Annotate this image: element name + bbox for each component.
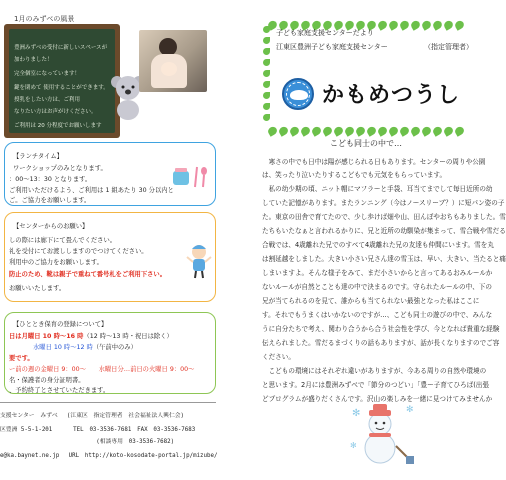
- article-line: ないルールが自然とことも達の中で決まるのです。守られたルールの中、下の: [262, 283, 492, 291]
- organization-name: 江東区豊洲子ども家庭支援センター: [276, 43, 388, 51]
- box-heading: 【センターからのお願い】: [13, 223, 89, 230]
- manager-label: （指定管理者）: [424, 43, 473, 51]
- box-line: ワークショップのみとなります。: [13, 165, 107, 172]
- box-line: 利用中のご協力をお願いします。: [9, 259, 103, 266]
- box-line: 礼を受付にてお渡ししますのでつけてください。: [9, 248, 148, 255]
- footer-line: 区豊洲 5-5-1-201 TEL 03-3536-7681 FAX 03-3536-7683: [0, 427, 196, 433]
- article-line: しまいますよ。そんな様子をみて、まだ小さいからと言ってあるおみルールか: [262, 269, 493, 277]
- article-line: どプログラムが盛りだくさんです。沢山の楽しみを一緒に見つけてみませんか: [262, 395, 493, 403]
- reservation-required: 要です。: [9, 355, 34, 362]
- required-documents: 名・保護者の身分証明書。: [9, 377, 85, 384]
- box-line: しの際には廊下にて畳んでください。: [9, 237, 117, 244]
- board-line: 鍵を閉めて 使用することができます。: [14, 85, 109, 91]
- article-line: していた記憶があります。またランニング（今はノースリーブ？）に短パン姿の子: [262, 199, 505, 207]
- box-line: ご。ご協力をお願いします。: [9, 197, 91, 204]
- article-line: す。それでもうまくはいかないのですが…、こども同士の遊びの中で、みんな: [262, 311, 493, 319]
- article-line: 伝えられました。雪だるまづくりの話もありますが、話が長くなりますのでご容: [262, 339, 500, 347]
- article-line: うに自分たちで考え、関わり合うから合う社会性を学び、今となれば貴重な経験: [262, 325, 500, 333]
- article-line: と思います。2月には豊洲みずべで「節分のつどい」「豊ー子育てひろば(出張: [262, 381, 489, 389]
- wednesday-note: （午前中のみ）: [92, 344, 137, 351]
- footer-line: 支援センター みずべ (江東区 指定管理者 社会福祉法人興仁会): [0, 413, 185, 419]
- box-line: ：00～13：30 となります。: [9, 176, 92, 183]
- svg-text:✻: ✻: [350, 441, 357, 450]
- registration-note: （12 時～13 時・祝日は除く）: [83, 333, 173, 340]
- board-line: 加わりました！: [14, 57, 53, 63]
- article-line: 私の幼少期の頃、ニット帽にマフラーと手袋、耳当てまでして毎日近所の幼: [262, 185, 493, 193]
- left-section-title: 1月のみずべの風景: [14, 15, 75, 23]
- box-line: お願いいたします。: [9, 285, 66, 292]
- wednesday-hours: 水曜日 10 時～12 時: [33, 344, 93, 351]
- registration-days: 日は月曜日 10 時～16 時: [9, 333, 84, 340]
- article-line: 兄が当てられるのを見て、誰からも当てられない最強となった私はここに: [262, 297, 480, 305]
- box-heading: 【ひととき保育の登録について】: [13, 321, 108, 328]
- svg-text:✻: ✻: [352, 408, 361, 419]
- footer-line: e@ka.baynet.ne.jp URL http://koto-kosodate-portal.jp/mizube/: [0, 453, 218, 459]
- shoe-notice: 防止のため、靴は親子で重ねて番号札をご利用下さい。: [9, 271, 167, 278]
- article-heading: こども同士の中で…: [330, 139, 402, 148]
- box-heading: 【ランチタイム】: [13, 153, 63, 160]
- closing-note: 、予約終了とさせていただきます。: [9, 387, 110, 394]
- reservation-schedule: ー前の週の金曜日 9：00～ 水曜日分…前日の火曜日 9：00～: [9, 366, 195, 373]
- svg-text:✻: ✻: [406, 405, 414, 415]
- snowman-illustration: [348, 398, 418, 468]
- board-line: 豊洲みずべの受付に新しいスペースが: [14, 45, 108, 51]
- newsletter-label: 子ども家庭支援センターだより: [276, 29, 374, 37]
- article-line: た。東京の田舎で育てたので、少し歩けば畑や山、田んぼやおちもありました。雪: [262, 213, 506, 221]
- article-line: 合戦では、4歳離れた兄でのすべて4歳離れた兄の友達も仲間にいます。雪を丸: [262, 241, 494, 249]
- board-line: 授乳をしたい方は、ご利用: [14, 97, 81, 103]
- article-line: は割延越をしました。大きい小さい兄さん達の雪玉は、早い、大きい、当たると痛: [262, 255, 506, 263]
- newsletter-masthead: かもめつうし: [322, 83, 461, 108]
- article-line: は、笑ったり泣いたりするこどもでも元気をもらっています。: [262, 171, 447, 179]
- board-line: なりたい方はお声がけください。: [14, 109, 97, 115]
- footer-line: (相談専用 03-3536-7682): [0, 439, 175, 445]
- board-line: 完全個室になっています！: [14, 71, 81, 77]
- article-line: 寒さの中でも日中は陽が感じられる日もあります。センターの周りや公園: [262, 158, 486, 166]
- board-line: ご利用は 20 分程度でお願いします: [14, 123, 102, 129]
- article-line: こどもの環境にはそれぞれ違いがありますが、今ある周りの自然や環境の: [262, 367, 487, 375]
- article-line: たちもいたなぁと言われるかりに、兄と近所の幼馴染が集まって、雪合戦や雪だる: [262, 227, 506, 235]
- box-line: ご利用いただけるよう、ご利用は 1 組あたり 30 分以内と: [9, 187, 174, 194]
- article-line: ください。: [262, 353, 295, 361]
